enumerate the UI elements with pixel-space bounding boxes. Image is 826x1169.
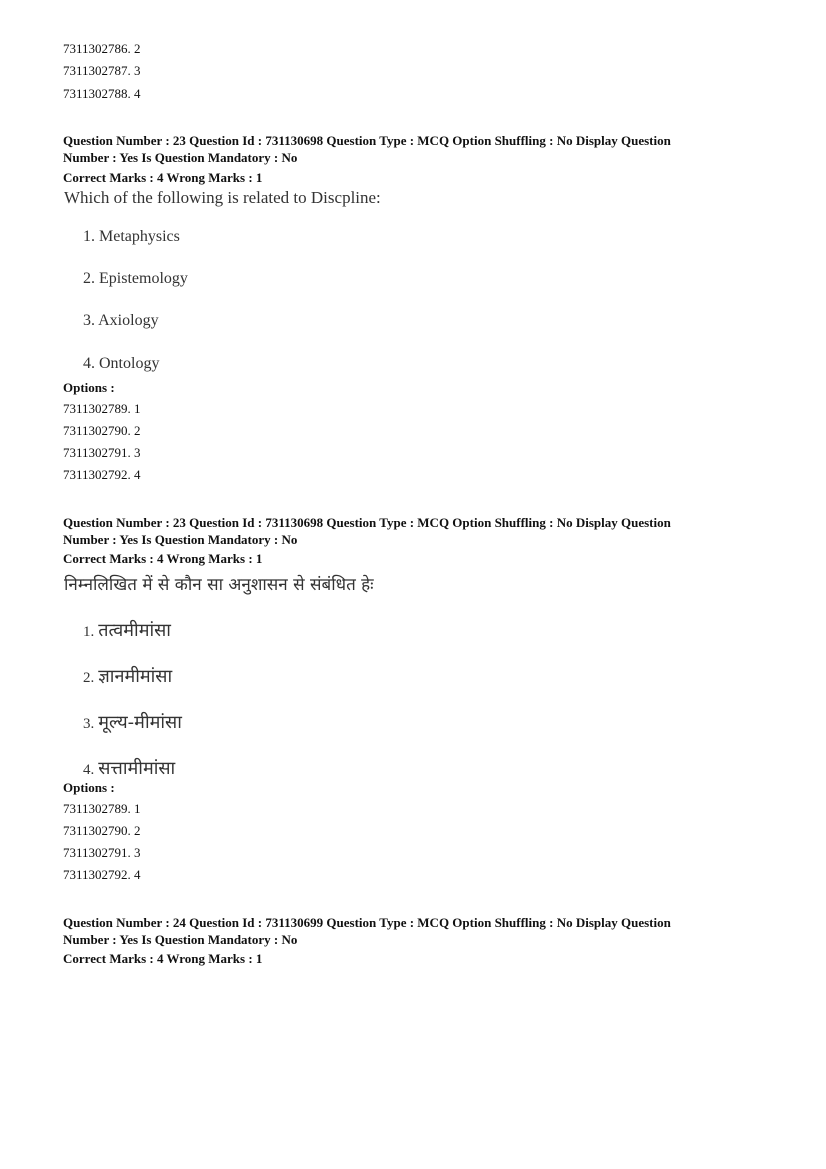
answer-choice: 4. Ontology [83, 355, 160, 372]
choice-text: तत्वमीमांसा [98, 620, 171, 641]
answer-choice [83, 756, 175, 780]
question-header: Question Number : 23 Question Id : 731130698 Question Type : MCQ Option Shuffling : No Display Question [63, 515, 671, 530]
option-id-line: 7311302790. 2 [63, 823, 141, 838]
option-id-line: 7311302791. 3 [63, 845, 141, 860]
choice-text: ज्ञानमीमांसा [98, 666, 173, 687]
option-id-line: 7311302789. 1 [63, 801, 141, 816]
question-text: Which of the following is related to Discpline: [64, 188, 381, 207]
question-header: Question Number : 24 Question Id : 731130699 Question Type : MCQ Option Shuffling : No Display Question [63, 915, 671, 930]
question-header-cont: Number : Yes Is Question Mandatory : No [63, 532, 298, 547]
choice-number: 1. [83, 624, 95, 640]
choice-text: सत्तामीमांसा [98, 758, 176, 779]
question-marks: Correct Marks : 4 Wrong Marks : 1 [63, 951, 263, 966]
question-header: Question Number : 23 Question Id : 731130698 Question Type : MCQ Option Shuffling : No Display Question [63, 133, 671, 148]
options-label: Options : [63, 380, 115, 395]
question-marks: Correct Marks : 4 Wrong Marks : 1 [63, 170, 263, 185]
option-id-line: 7311302787. 3 [63, 63, 141, 78]
answer-choice [83, 664, 172, 688]
question-header-cont: Number : Yes Is Question Mandatory : No [63, 150, 298, 165]
options-label: Options : [63, 780, 115, 795]
choice-number: 2. [83, 670, 95, 686]
choice-number: 4. [83, 762, 95, 778]
answer-choice: 2. Epistemology [83, 270, 188, 287]
option-id-line: 7311302792. 4 [63, 467, 141, 482]
answer-choice [83, 710, 182, 734]
option-id-line: 7311302790. 2 [63, 423, 141, 438]
choice-number: 3. [83, 716, 95, 732]
answer-choice [83, 618, 171, 642]
answer-choice: 1. Metaphysics [83, 228, 180, 245]
option-id-line: 7311302792. 4 [63, 867, 141, 882]
option-id-line: 7311302788. 4 [63, 86, 141, 101]
option-id-line: 7311302791. 3 [63, 445, 141, 460]
question-text: निम्नलिखित में से कौन सा अनुशासन से संबंधित हेः [64, 575, 374, 595]
question-header-cont: Number : Yes Is Question Mandatory : No [63, 932, 298, 947]
answer-choice: 3. Axiology [83, 312, 159, 329]
question-marks: Correct Marks : 4 Wrong Marks : 1 [63, 551, 263, 566]
option-id-line: 7311302786. 2 [63, 41, 141, 56]
option-id-line: 7311302789. 1 [63, 401, 141, 416]
choice-text: मूल्य-मीमांसा [98, 712, 182, 733]
